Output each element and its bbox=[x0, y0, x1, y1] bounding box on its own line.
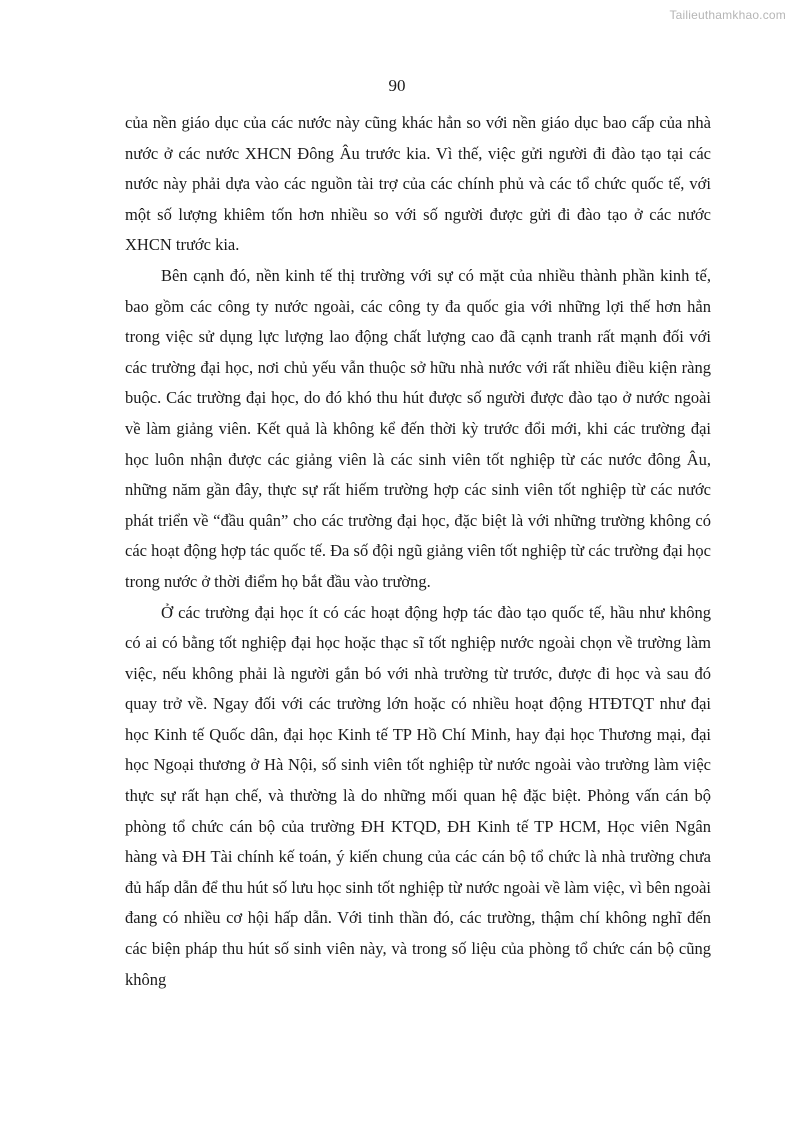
paragraph-cooperation-schools: Ở các trường đại học ít có các hoạt động hợp tác đào tạo quốc tế, hầu như không có ai có bằng tốt nghiệp đại học hoặc thạc sĩ tốt nghiệp nước ngoài chọn về trường làm việc, nếu không phải là người gắn bó với nhà trường từ trước, được đi học và sau đó quay trở về. Ngay đối với các trường lớn hoặc có nhiều hoạt động HTĐTQT như đại học Kinh tế Quốc dân, đại học Kinh tế TP Hồ Chí Minh, hay đại học Thương mại, đại học Ngoại thương ở Hà Nội, số sinh viên tốt nghiệp từ nước ngoài vào trường làm việc thực sự rất hạn chế, và thường là do những mối quan hệ đặc biệt. Phỏng vấn cán bộ phòng tổ chức cán bộ của trường ĐH KTQD, ĐH Kinh tế TP HCM, Học viên Ngân hàng và ĐH Tài chính kế toán, ý kiến chung của các cán bộ tổ chức là nhà trường chưa đủ hấp dẫn để thu hút số lưu học sinh tốt nghiệp từ nước ngoài về làm việc, vì bên ngoài đang có nhiều cơ hội hấp dẫn. Với tinh thần đó, các trường, thậm chí không nghĩ đến các biện pháp thu hút số sinh viên này, và trong số liệu của phòng tổ chức cán bộ cũng không bbox=[125, 602, 711, 989]
paragraph-market-economy: Bên cạnh đó, nền kinh tế thị trường với sự có mặt của nhiều thành phần kinh tế, bao gồm các công ty nước ngoài, các công ty đa quốc gia với những lợi thế hơn hẳn trong việc sử dụng lực lượng lao động chất lượng cao đã cạnh tranh rất mạnh đối với các trường đại học, nơi chủ yếu vẫn thuộc sở hữu nhà nước với rất nhiều điều kiện ràng buộc. Các trường đại học, do đó khó thu hút được số người được đào tạo ở nước ngoài về làm giảng viên. Kết quả là không kể đến thời kỳ trước đổi mới, khi các trường đại học luôn nhận được các giảng viên là các sinh viên tốt nghiệp từ các nước đông Âu, những năm gần đây, thực sự rất hiếm trường hợp các sinh viên tốt nghiệp từ các nước phát triển về “đầu quân” cho các trường đại học, đặc biệt là với những trường không có các hoạt động hợp tác quốc tế. Đa số đội ngũ giảng viên tốt nghiệp từ các trường đại học trong nước ở thời điểm họ bắt đầu vào trường. bbox=[125, 265, 711, 591]
paragraph-continuation: của nền giáo dục của các nước này cũng khác hẳn so với nền giáo dục bao cấp của nhà nước ở các nước XHCN Đông Âu trước kia. Vì thế, việc gửi người đi đào tạo tại các nước này phải dựa vào các nguồn tài trợ của các chính phủ và các tổ chức quốc tế, với một số lượng khiêm tốn hơn nhiều so với số người được gửi đi đào tạo ở các nước XHCN trước kia. bbox=[125, 113, 711, 255]
watermark-text: Tailieuthamkhao.com bbox=[669, 8, 786, 22]
page-number: 90 bbox=[388, 76, 406, 95]
document-body bbox=[125, 108, 711, 995]
